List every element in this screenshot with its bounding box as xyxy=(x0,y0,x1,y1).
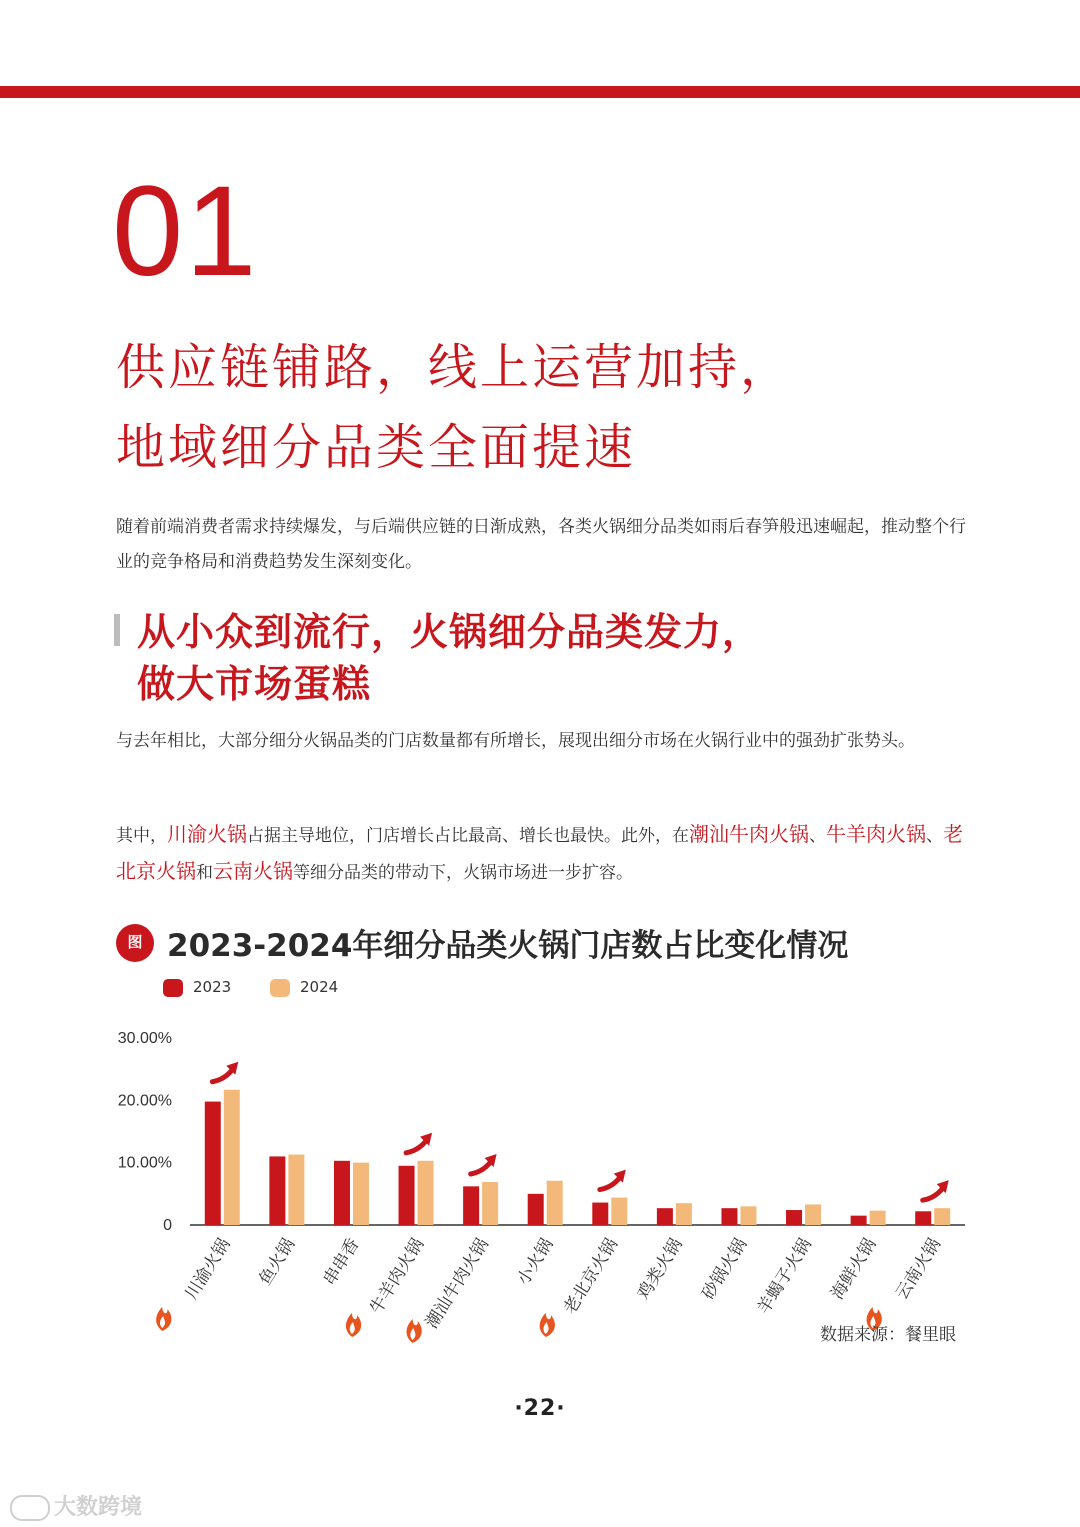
x-tick-label: 鸡类火锅 xyxy=(633,1235,687,1304)
bar-2023 xyxy=(334,1161,350,1225)
bar-2024 xyxy=(611,1198,627,1225)
x-tick-label: 老北京火锅 xyxy=(560,1235,623,1318)
main-title-line-2: 地域细分品类全面提速 xyxy=(116,419,637,476)
bar-2023 xyxy=(657,1208,673,1225)
bar-2023 xyxy=(528,1194,544,1225)
x-tick-label: 小火锅 xyxy=(513,1235,558,1289)
chart-title: 2023-2024年细分品类火锅门店数占比变化情况 xyxy=(167,928,849,964)
trend-arrow-icon xyxy=(923,1188,943,1200)
text-segment: 和 xyxy=(196,863,213,883)
bar-2024 xyxy=(418,1161,434,1225)
bar-2024 xyxy=(547,1181,563,1225)
trend-arrow-icon xyxy=(600,1178,620,1190)
highlight-yunnan: 云南火锅 xyxy=(213,859,293,883)
intro-paragraph: 随着前端消费者需求持续爆发，与后端供应链的日渐成熟，各类火锅细分品类如雨后春笋般迅速崛起，推动整个行业的竞争格局和消费趋势发生深刻变化。 xyxy=(116,517,966,572)
text-segment: 其中， xyxy=(116,826,167,846)
bar-2024 xyxy=(805,1204,821,1225)
legend-label-2024: 2024 xyxy=(300,978,339,996)
watermark-text: 大数跨境 xyxy=(54,1495,143,1520)
y-tick-label: 30.00% xyxy=(117,1030,172,1047)
highlight-niuyangrou: 牛羊肉火锅 xyxy=(826,822,926,846)
y-tick-label: 10.00% xyxy=(117,1154,172,1172)
x-tick-label: 牛羊肉火锅 xyxy=(366,1235,429,1318)
bar-2023 xyxy=(851,1216,867,1225)
chart-badge-icon: 图 xyxy=(116,924,154,962)
main-title-line-1: 供应链铺路，线上运营加持， xyxy=(116,339,793,396)
y-tick-label: 0 xyxy=(163,1217,172,1234)
watermark xyxy=(10,1490,142,1521)
bar-2024 xyxy=(676,1203,692,1225)
section-number: 01 xyxy=(112,160,259,303)
x-tick-label: 串串香 xyxy=(319,1235,364,1289)
text-segment: 等细分品类的带动下，火锅市场进一步扩容。 xyxy=(293,863,633,883)
bar-2023 xyxy=(915,1211,931,1225)
x-tick-label: 川渝火锅 xyxy=(181,1235,235,1304)
bar-2024 xyxy=(288,1155,304,1225)
bar-2024 xyxy=(934,1208,950,1225)
bar-2023 xyxy=(721,1208,737,1225)
x-tick-label: 潮汕牛肉火锅 xyxy=(421,1235,493,1333)
text-segment: 占据主导地位，门店增长占比最高、增长也最快。此外，在 xyxy=(247,826,689,846)
data-source: 数据来源：餐里眼 xyxy=(820,1325,956,1345)
sub-title-line-2: 做大市场蛋糕 xyxy=(137,662,372,706)
sub-title-line-1: 从小众到流行，火锅细分品类发力， xyxy=(137,610,762,654)
bar-2023 xyxy=(463,1186,479,1225)
text-segment: 、 xyxy=(926,826,943,846)
bar-2023 xyxy=(786,1210,802,1225)
highlight-laobeijing: 老北京火锅 xyxy=(116,822,963,883)
x-tick-label: 砂锅火锅 xyxy=(698,1235,752,1304)
bar-2023 xyxy=(592,1203,608,1225)
paragraph-growth: 与去年相比，大部分细分火锅品类的门店数量都有所增长，展现出细分市场在火锅行业中的强劲扩张势头。 xyxy=(116,731,915,751)
trend-arrow-icon xyxy=(406,1141,426,1153)
page-number: ·22· xyxy=(514,1396,566,1421)
y-tick-label: 20.00% xyxy=(117,1092,172,1110)
bar-2023 xyxy=(205,1102,221,1225)
highlight-chuanyu: 川渝火锅 xyxy=(167,822,247,846)
bar-2024 xyxy=(482,1182,498,1225)
legend-label-2023: 2023 xyxy=(193,978,232,996)
watermark-logo-icon xyxy=(10,1495,50,1521)
x-tick-label: 云南火锅 xyxy=(891,1235,945,1304)
bar-2024 xyxy=(353,1163,369,1225)
x-tick-label: 羊蝎子火锅 xyxy=(753,1235,816,1318)
x-tick-label: 鱼火锅 xyxy=(255,1235,300,1289)
highlight-chaoshan: 潮汕牛肉火锅 xyxy=(689,822,809,846)
bar-2024 xyxy=(224,1090,240,1225)
text-segment: 、 xyxy=(809,826,826,846)
trend-arrow-icon xyxy=(471,1162,491,1174)
bar-2024 xyxy=(740,1206,756,1225)
bar-2023 xyxy=(269,1156,285,1225)
bar-2024 xyxy=(870,1211,886,1225)
trend-arrow-icon xyxy=(212,1070,232,1082)
bar-2023 xyxy=(399,1166,415,1225)
x-tick-label: 海鲜火锅 xyxy=(827,1235,881,1304)
